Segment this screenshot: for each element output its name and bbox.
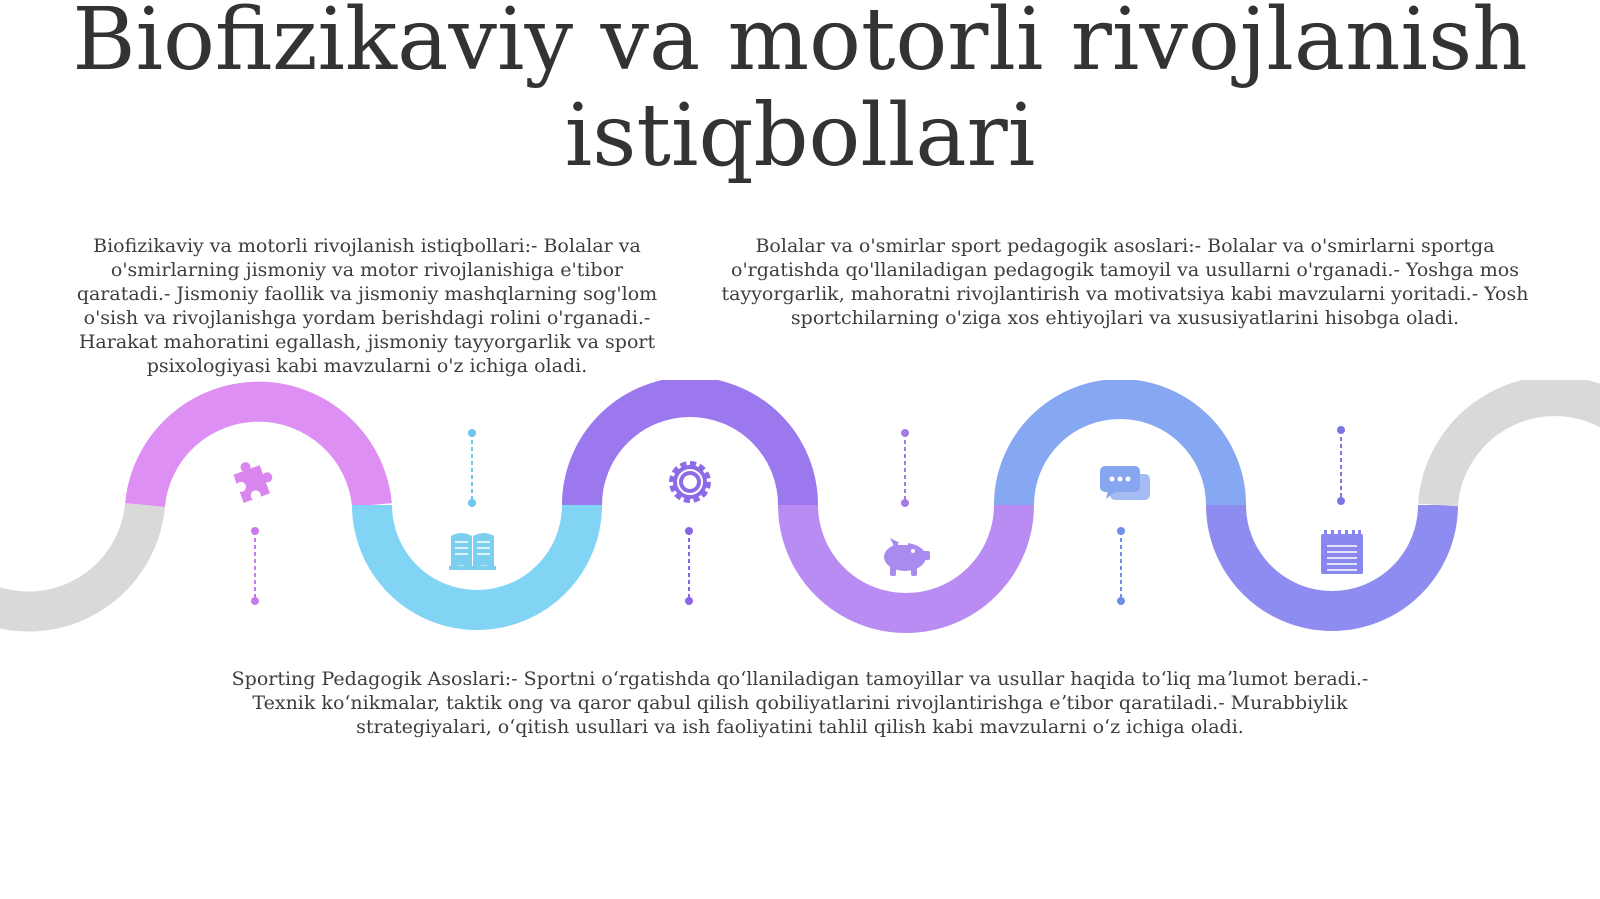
text-block-top-right: Bolalar va o'smirlar sport pedagogik asoslari:- Bolalar va o'smirlarni sportga o'rgatishda qo'llaniladigan pedagogik tamoyil va usullarni o'rganadi.- Yoshga mos tayyorgarlik, mahoratni rivojlantirish va motivatsiya kabi mavzularni yoritadi.- Yosh sportchilarning o'ziga xos ehtiyojlari va xususiyatlarini hisobga oladi. — [721, 235, 1529, 329]
gear-icon — [672, 464, 708, 500]
text-block-top-left: Biofizikaviy va motorli rivojlanish istiqbollari:- Bolalar va o'smirlarning jismoniy va motor rivojlanishiga e'tibor qaratadi.- Jismoniy faollik va jismoniy mashqlarning sog'lom o'sish va rivojlanishga yordam berishdagi rolini o'rganadi.- Harakat mahoratini egallash, jismoniy tayyorgarlik va sport psixologiyasi kabi mavzularni o'z ichiga oladi. — [76, 235, 658, 377]
puzzle-icon — [231, 455, 278, 503]
notepad-icon — [1321, 530, 1363, 574]
wave-segment-grey-right — [1438, 396, 1600, 505]
wave-segment-grey-left — [0, 505, 145, 612]
wave-segment-violet — [582, 397, 798, 505]
wave-timeline — [0, 380, 1600, 640]
piggy-bank-icon — [884, 538, 930, 576]
book-icon — [449, 533, 496, 570]
text-block-bottom: Sporting Pedagogik Asoslari:- Sportni oʻrgatishda qoʻllaniladigan tamoyillar va usullar haqida toʻliq maʼlumot beradi.- Texnik koʻnikmalar, taktik ong va qaror qabul qilish qobiliyatlarini rivojlantirishga eʼtibor qaratiladi.- Murabbiylik strategiyalari, oʻqitish usullari va ish faoliyatini tahlil qilish kabi mavzularni oʻz ichiga oladi. — [231, 668, 1369, 738]
page-title: Biofizikaviy va motorli rivojlanish istiqbollari — [72, 0, 1528, 186]
chat-icon — [1100, 466, 1150, 500]
